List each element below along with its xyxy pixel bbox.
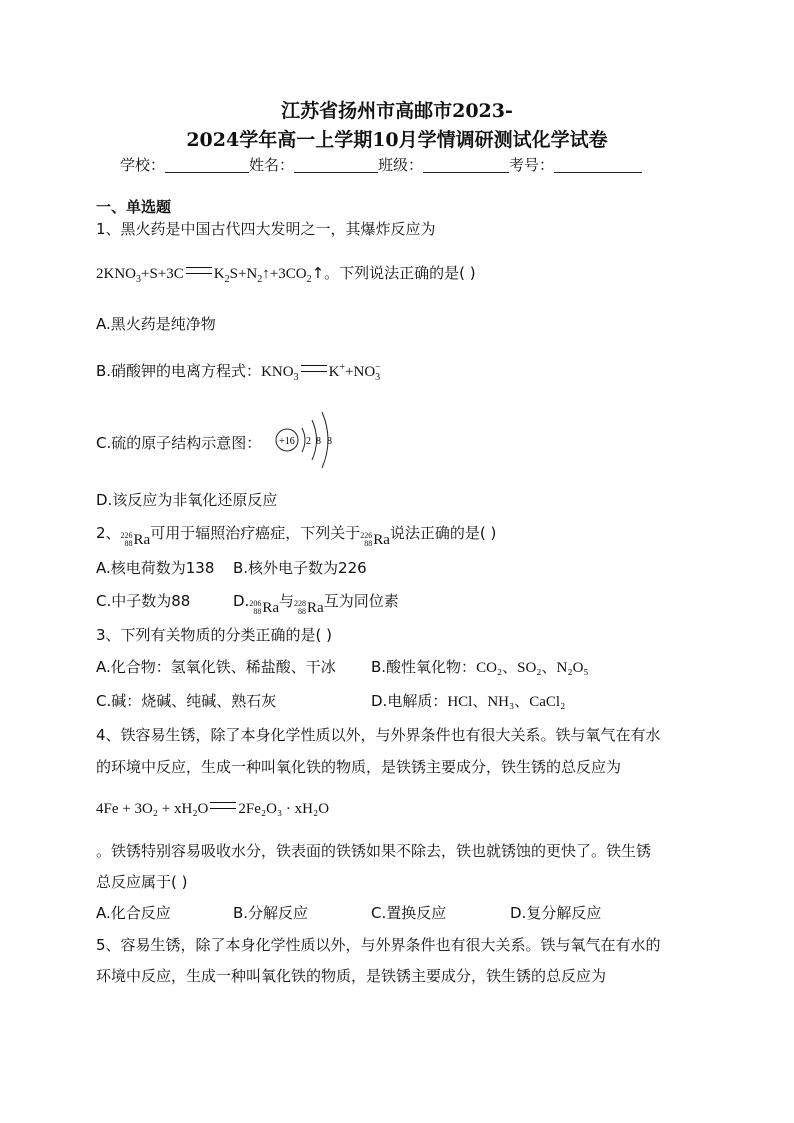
q1-option-b: B.硝酸钾的电离方程式：$KNO_3$ $K^++NO_3^-$ bbox=[96, 362, 381, 383]
q3-option-c: C.碱：烧碱、纯碱、熟石灰 bbox=[96, 692, 277, 710]
q4-line2: 的环境中反应，生成一种叫氧化铁的物质，是铁锈主要成分，铁生锈的总反应为 bbox=[96, 758, 622, 776]
q4-option-d: D.复分解反应 bbox=[510, 904, 602, 922]
q1-equation: $2KNO_3+S+3C$ $K_2S+N_2↑+3CO_2↑$。下列说法正确的是( ) bbox=[96, 264, 476, 285]
q4-option-a: A.化合反应 bbox=[96, 904, 171, 922]
q1-option-c: C.硫的原子结构示意图： bbox=[96, 434, 262, 452]
q3-option-b: B.酸性氧化物：CO₂、SO₂、N₂O₅ bbox=[371, 658, 589, 676]
number-blank[interactable] bbox=[554, 158, 642, 173]
q4-equation: 4Fe + 3O₂ + xH₂O 2Fe₂O₃ · xH₂O bbox=[96, 801, 330, 817]
q2-stem: 2、 226 88 Ra 可用于辐照治疗癌症，下列关于 226 88 Ra 说法正确的是( ) bbox=[96, 524, 497, 548]
section-heading: 一、单选题 bbox=[96, 198, 172, 216]
atom-shell-3: 8 bbox=[327, 436, 332, 447]
q2-option-c: C.中子数为88 bbox=[96, 592, 191, 610]
number-label: 考号： bbox=[509, 156, 555, 174]
atom-shell-2: 8 bbox=[316, 436, 321, 447]
exam-title-line1: 江苏省扬州市高邮市2023- bbox=[281, 100, 513, 122]
q1-option-d: D.该反应为非氧化还原反应 bbox=[96, 491, 278, 509]
q5-line1: 5、容易生锈，除了本身化学性质以外，与外界条件也有很大关系。铁与氧气在有水的 bbox=[96, 936, 661, 954]
q2-option-a: A.核电荷数为138 bbox=[96, 559, 215, 577]
name-label: 姓名： bbox=[249, 156, 295, 174]
sulfur-atom-diagram bbox=[272, 406, 342, 476]
school-blank[interactable] bbox=[165, 158, 249, 173]
atom-shell-1: 2 bbox=[306, 436, 311, 447]
name-blank[interactable] bbox=[294, 158, 378, 173]
q5-line2: 环境中反应，生成一种叫氧化铁的物质，是铁锈主要成分，铁生锈的总反应为 bbox=[96, 967, 607, 985]
atom-nucleus-label: +16 bbox=[279, 436, 295, 447]
q2-option-d: D. 206 88 Ra 与 228 88 Ra 互为同位素 bbox=[233, 592, 399, 616]
class-label: 班级： bbox=[378, 156, 424, 174]
class-blank[interactable] bbox=[423, 158, 509, 173]
q4-line1: 4、铁容易生锈，除了本身化学性质以外，与外界条件也有很大关系。铁与氧气在有水 bbox=[96, 726, 661, 744]
q3-option-a: A.化合物：氢氧化铁、稀盐酸、干冰 bbox=[96, 658, 336, 676]
school-label: 学校： bbox=[120, 156, 166, 174]
q1-stem: 1、黑火药是中国古代四大发明之一，其爆炸反应为 bbox=[96, 220, 436, 238]
q3-option-d: D.电解质：HCl、NH₃、CaCl₂ bbox=[371, 692, 566, 710]
q4-line3: 。铁锈特别容易吸收水分，铁表面的铁锈如果不除去，铁也就锈蚀的更快了。铁生锈 bbox=[96, 842, 652, 860]
exam-title-line2: 2024学年高一上学期10月学情调研测试化学试卷 bbox=[186, 129, 608, 151]
q4-option-c: C.置换反应 bbox=[371, 904, 447, 922]
q2-option-b: B.核外电子数为226 bbox=[233, 559, 367, 577]
q4-line4: 总反应属于( ) bbox=[96, 873, 188, 891]
student-info-row bbox=[120, 154, 642, 175]
q1-option-a: A.黑火药是纯净物 bbox=[96, 315, 216, 333]
q4-option-b: B.分解反应 bbox=[233, 904, 309, 922]
q3-stem: 3、下列有关物质的分类正确的是( ) bbox=[96, 626, 333, 644]
